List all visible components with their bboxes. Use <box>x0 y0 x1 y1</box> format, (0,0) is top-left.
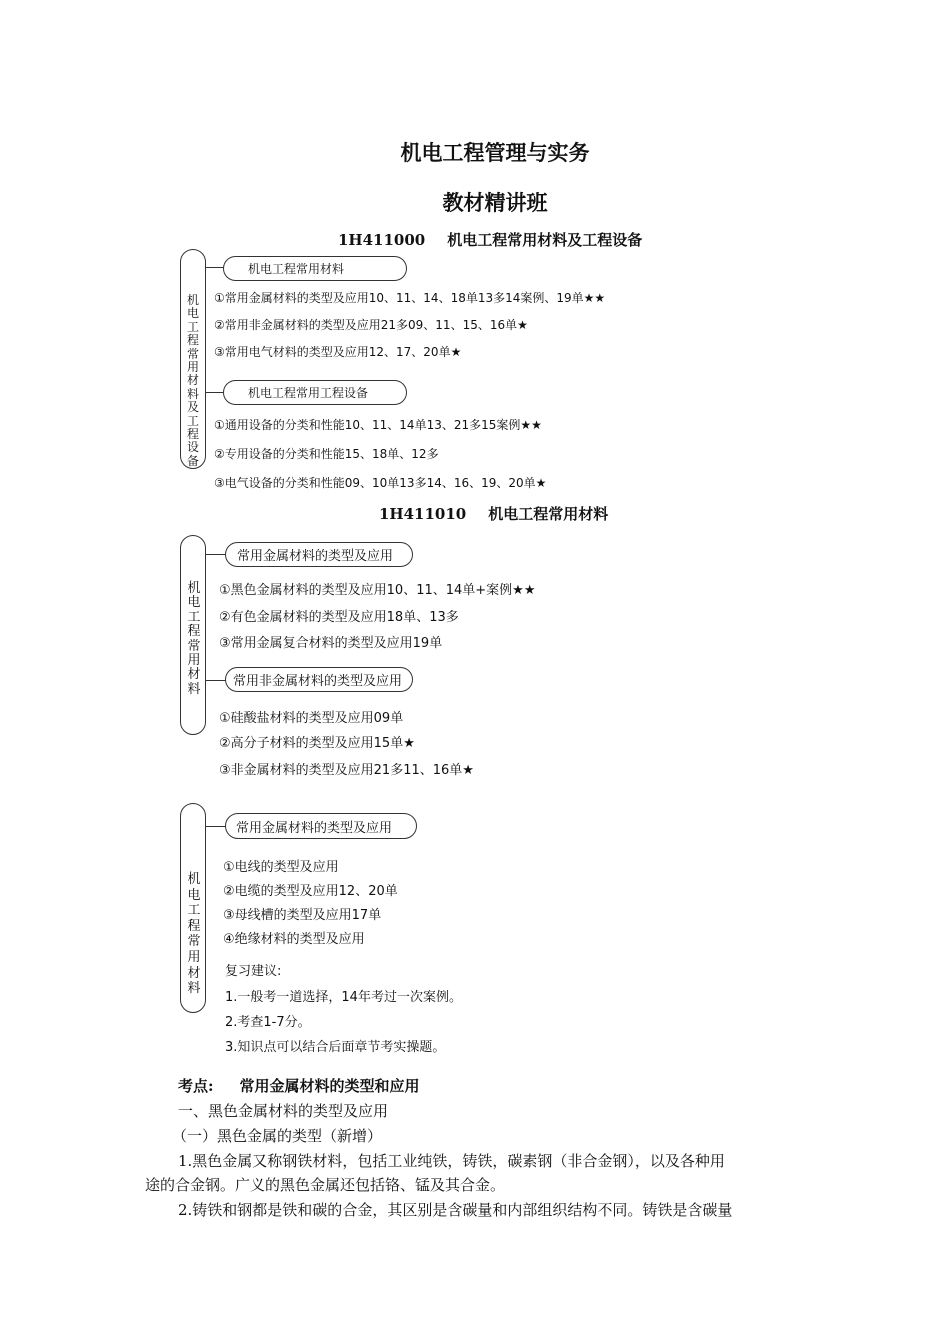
bracket-char: 常 <box>187 934 201 950</box>
section1-group2-pill <box>223 380 407 405</box>
list-item: ③常用金属复合材料的类型及应用19单 <box>219 636 443 651</box>
section3-connector-1 <box>206 826 226 827</box>
bracket-char: 机 <box>187 581 201 596</box>
page-title: 机电工程管理与实务 <box>400 140 590 165</box>
list-item: ②常用非金属材料的类型及应用21多09、11、15、16单★ <box>214 318 528 332</box>
list-item: ③常用电气材料的类型及应用12、17、20单★ <box>214 345 462 359</box>
bracket-char: 工 <box>186 319 199 334</box>
bracket-char: 工 <box>187 903 201 919</box>
bracket-char: 程 <box>187 918 201 934</box>
section2-group2-pill <box>225 667 413 692</box>
review-title: 复习建议: <box>225 964 282 979</box>
bracket-char: 料 <box>187 681 201 697</box>
section1-name: 机电工程常用材料及工程设备 <box>447 231 643 249</box>
list-item: ①电线的类型及应用 <box>223 860 339 875</box>
section2-group1-title: 常用金属材料的类型及应用 <box>237 549 394 564</box>
list-item: ③电气设备的分类和性能09、10单13多14、16、19、20单★ <box>214 476 547 490</box>
bracket-char: 程 <box>187 624 201 640</box>
bracket-char: 常 <box>186 346 199 361</box>
bracket-char: 工 <box>187 609 201 625</box>
bracket-char: 材 <box>187 965 201 981</box>
section1-connector-1 <box>206 267 224 268</box>
section1-code: 1H411000 <box>338 231 426 249</box>
bracket-char: 料 <box>187 981 201 997</box>
list-item: ②有色金属材料的类型及应用18单、13多 <box>219 610 459 625</box>
list-item: ④绝缘材料的类型及应用 <box>223 932 365 947</box>
section1-bracket-label <box>180 294 206 468</box>
list-item: 3.知识点可以结合后面章节考实操题。 <box>225 1040 446 1055</box>
list-item: ③非金属材料的类型及应用21多11、16单★ <box>219 763 474 778</box>
section2-name: 机电工程常用材料 <box>488 505 609 523</box>
list-item: ③母线槽的类型及应用17单 <box>223 908 382 923</box>
bracket-char: 工 <box>186 413 199 428</box>
bracket-char: 料 <box>186 386 199 401</box>
bracket-char: 及 <box>186 400 199 415</box>
section1-group1-pill <box>223 256 407 281</box>
section1-connector-2 <box>206 392 224 393</box>
bracket-char: 机 <box>186 293 199 307</box>
body-line-2: （一）黑色金属的类型（新增） <box>172 1127 383 1145</box>
bracket-char: 用 <box>186 360 199 375</box>
list-item: ②高分子材料的类型及应用15单★ <box>219 736 415 751</box>
bracket-char: 程 <box>186 333 199 348</box>
bracket-char: 材 <box>187 667 201 683</box>
list-item: ①硅酸盐材料的类型及应用09单 <box>219 711 404 726</box>
bracket-char: 常 <box>187 638 201 654</box>
section2-group2-title: 常用非金属材料的类型及应用 <box>233 674 403 689</box>
bracket-char: 材 <box>186 373 199 388</box>
page-subtitle: 教材精讲班 <box>442 190 548 215</box>
section3-group-pill <box>225 813 417 839</box>
section2-bracket-label <box>181 582 207 697</box>
bracket-char: 电 <box>186 306 199 321</box>
section1-group1-title: 机电工程常用材料 <box>248 262 345 276</box>
bracket-char: 用 <box>187 653 201 669</box>
body-line-4: 途的合金钢。广义的黑色金属还包括铬、锰及其合金。 <box>145 1176 506 1194</box>
list-item: ①通用设备的分类和性能10、11、14单13、21多15案例★★ <box>214 418 542 432</box>
section2-heading <box>379 503 608 524</box>
list-item: 2.考查1-7分。 <box>225 1015 311 1030</box>
section2-group1-pill <box>225 542 413 567</box>
bracket-char: 用 <box>187 949 201 965</box>
bracket-char: 电 <box>187 595 201 611</box>
section2-connector-2 <box>206 680 226 681</box>
body-line-5: 2.铸铁和钢都是铁和碳的合金，其区别是含碳量和内部组织结构不同。铸铁是含碳量 <box>178 1201 733 1219</box>
section3-bracket-label <box>181 872 207 997</box>
kaodian-topic: 常用金属材料的类型和应用 <box>239 1077 420 1095</box>
list-item: ①常用金属材料的类型及应用10、11、14、18单13多14案例、19单★★ <box>214 291 606 305</box>
list-item: ②专用设备的分类和性能15、18单、12多 <box>214 447 439 461</box>
list-item: ①黑色金属材料的类型及应用10、11、14单+案例★★ <box>219 583 536 598</box>
list-item: 1.一般考一道选择，14年考过一次案例。 <box>225 990 462 1005</box>
section2-code: 1H411010 <box>379 505 467 523</box>
body-line-3: 1.黑色金属又称钢铁材料，包括工业纯铁，铸铁，碳素钢（非合金钢），以及各种用 <box>178 1152 725 1170</box>
body-line-1: 一、黑色金属材料的类型及应用 <box>178 1102 389 1120</box>
kaodian-heading <box>178 1075 420 1096</box>
bracket-char: 设 <box>186 440 199 455</box>
section1-group2-title: 机电工程常用工程设备 <box>248 386 369 400</box>
bracket-char: 备 <box>186 453 199 468</box>
kaodian-label: 考点: <box>178 1077 214 1095</box>
section2-connector-1 <box>206 554 226 555</box>
bracket-char: 电 <box>187 887 201 903</box>
bracket-char: 程 <box>186 427 199 442</box>
bracket-char: 机 <box>187 872 201 887</box>
list-item: ②电缆的类型及应用12、20单 <box>223 884 398 899</box>
section3-group-title: 常用金属材料的类型及应用 <box>236 820 393 836</box>
section1-heading <box>338 229 642 250</box>
